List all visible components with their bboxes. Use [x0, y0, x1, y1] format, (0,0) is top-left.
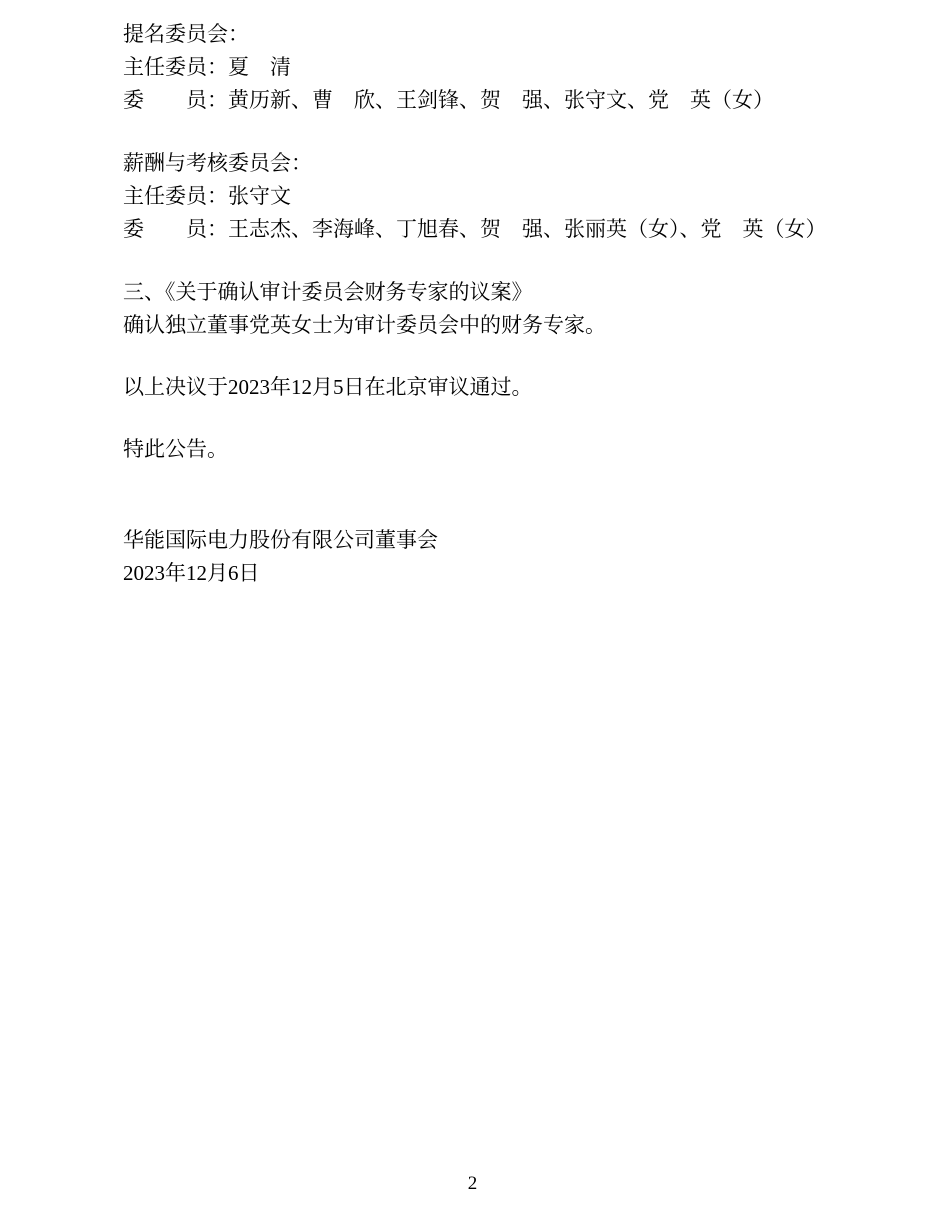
- nomination-committee-chair: 主任委员：夏 清: [123, 55, 291, 79]
- blank-line: [123, 495, 870, 524]
- resolution-approval-line: 以上决议于2023年12月5日在北京审议通过。: [123, 375, 533, 399]
- item-three-heading: 三、《关于确认审计委员会财务专家的议案》: [123, 280, 533, 304]
- remuneration-committee-chair: 主任委员：张守文: [123, 184, 291, 208]
- remuneration-committee-title: 薪酬与考核委员会：: [123, 151, 312, 175]
- page-number: 2: [467, 1173, 478, 1194]
- nomination-committee-members: 委 员：黄历新、曹 欣、王剑锋、贺 强、张守文、党 英（女）: [123, 88, 774, 112]
- blank-line: [123, 246, 870, 276]
- signature-company: 华能国际电力股份有限公司董事会: [123, 528, 438, 552]
- blank-line: [123, 466, 870, 495]
- blank-line: [123, 404, 870, 433]
- remuneration-committee-members: 委 员：王志杰、李海峰、丁旭春、贺 强、张丽英（女）、党 英（女）: [123, 217, 827, 241]
- item-three-body: 确认独立董事党英女士为审计委员会中的财务专家。: [123, 313, 606, 337]
- document-body: [123, 18, 870, 590]
- nomination-committee-title: 提名委员会：: [123, 22, 249, 46]
- blank-line: [123, 117, 870, 147]
- closing-line: 特此公告。: [123, 437, 228, 461]
- signature-date: 2023年12月6日: [123, 561, 260, 585]
- blank-line: [123, 342, 870, 371]
- signature-block: [123, 524, 870, 590]
